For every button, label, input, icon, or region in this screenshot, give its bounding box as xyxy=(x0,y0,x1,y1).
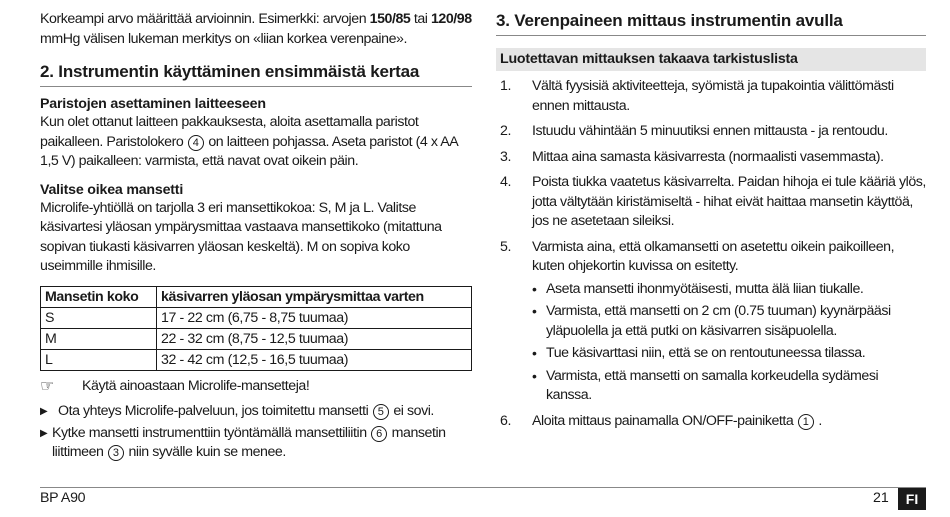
intro-text-mid: tai xyxy=(410,11,431,27)
bullet-item xyxy=(496,344,926,364)
list-item xyxy=(496,148,926,168)
arrow-item xyxy=(40,424,472,463)
arrow-item-text xyxy=(58,402,434,422)
table-header-size: Mansetin koko xyxy=(41,286,157,307)
section-3-title: 3. Verenpaineen mittaus instrumentin avulla xyxy=(496,10,926,36)
table-cell-range: 17 - 22 cm (6,75 - 8,75 tuumaa) xyxy=(157,307,472,328)
bullet-icon: • xyxy=(532,280,537,297)
intro-text-post: mmHg välisen lukeman merkitys on «liian korkea verenpaine». xyxy=(40,30,407,47)
callout-5-icon: 5 xyxy=(373,404,389,420)
list-item-number: 6. xyxy=(500,412,511,429)
section-2-title: 2. Instrumentin käyttäminen ensimmäistä kertaa xyxy=(40,61,472,87)
callout-3-icon: 3 xyxy=(108,445,124,461)
list-item-text: Mittaa aina samasta käsivarresta (normaalisti vasemmasta). xyxy=(532,148,884,165)
bullet-text: Aseta mansetti ihonmyötäisesti, mutta älä liian tiukalle. xyxy=(546,280,864,297)
arrow-item-text-3: niin syvälle kuin se menee. xyxy=(124,444,286,460)
table-cell-size: M xyxy=(41,328,157,349)
table-cell-size: S xyxy=(41,307,157,328)
footer-model: BP A90 xyxy=(40,490,86,506)
arrow-item-text-2: ei sovi. xyxy=(389,403,434,419)
list-item-text-2: . xyxy=(814,412,822,429)
language-badge: FI xyxy=(898,488,926,510)
list-item xyxy=(496,122,926,142)
note-text: Käytä ainoastaan Microlife-mansetteja! xyxy=(82,377,310,394)
battery-text-1: Kun olet ottanut laitteen pakkauksesta, aloita asettamalla paristot paikalleen. Paristolokero xyxy=(40,114,419,150)
list-item-text: Poista tiukka vaatetus käsivarrelta. Paidan hihoja ei tule kääriä ylös, jotta vältytään kiristämiseltä - hihat eivät haittaa mansetin käyttöä, jos ne asetetaan sileiksi. xyxy=(532,174,926,229)
list-item-text: Istuudu vähintään 5 minuutiksi ennen mittausta - ja rentoudu. xyxy=(532,123,888,139)
list-item-text: Varmista aina, että olkamansetti on asetettu oikein paikoilleen, kuten ohjekortin kuvissa on esitetty. xyxy=(532,238,895,274)
table-cell-size: L xyxy=(41,349,157,370)
arrow-item-text xyxy=(52,424,472,463)
table-row xyxy=(41,349,472,370)
triangle-right-icon: ▶ xyxy=(40,406,48,417)
table-header-row xyxy=(41,286,472,307)
list-item xyxy=(496,77,926,116)
bullet-icon: • xyxy=(532,345,537,361)
table-header-range: käsivarren yläosan ympärysmittaa varten xyxy=(157,286,472,307)
bullet-item xyxy=(496,302,926,341)
table-row xyxy=(41,328,472,349)
battery-text-2: on laitteen pohjassa. Aseta paristot (4 x AA 1,5 V) paikalleen: varmista, että navat ovat oikein päin. xyxy=(40,133,458,169)
arrow-item-text-2: mansetin liittimeen xyxy=(51,424,446,460)
list-item xyxy=(496,238,926,277)
cuff-paragraph: Microlife-yhtiöllä on tarjolla 3 eri mansettikokoa: S, M ja L. Valitse käsivartesi yläosan ympärysmittaa vastaava mansettikoko (mitattuna sopivan tiukasti käsivarren yläosan keskeltä). M on sopiva koko useimmille ihmisille. xyxy=(40,199,442,274)
triangle-right-icon: ▶ xyxy=(40,427,48,439)
arrow-item-text-1: Ota yhteys Microlife-palveluun, jos toimitettu mansetti xyxy=(58,403,372,419)
left-column xyxy=(40,0,472,463)
intro-value-2: 120/98 xyxy=(430,11,472,27)
bullet-text: Tue käsivarttasi niin, että se on rentoutuneessa tilassa. xyxy=(546,345,866,361)
bullet-icon: • xyxy=(532,303,537,319)
table-cell-range: 32 - 42 cm (12,5 - 16,5 tuumaa) xyxy=(157,349,472,370)
list-item-text: Vältä fyysisiä aktiviteetteja, syömistä ja tupakointia välittömästi ennen mittausta. xyxy=(532,78,894,114)
arrow-item xyxy=(40,402,472,422)
intro-paragraph xyxy=(40,10,472,49)
list-item xyxy=(496,173,926,232)
callout-1-icon: 1 xyxy=(798,414,814,430)
bullet-text: Varmista, että mansetti on 2 cm (0.75 tuuman) kyynärpääsi yläpuolella ja että putki on käsivarren sisäpuolella. xyxy=(546,303,891,339)
footer-divider xyxy=(40,487,926,488)
bullet-text: Varmista, että mansetti on samalla korkeudella sydämesi kanssa. xyxy=(546,367,879,403)
right-column xyxy=(496,0,926,431)
note xyxy=(40,377,472,397)
list-item-number: 4. xyxy=(500,174,511,190)
arrow-item-text-1: Kytke mansetti instrumenttiin työntämällä mansettiliitin xyxy=(51,424,371,441)
list-item-text xyxy=(532,412,926,432)
table-cell-range: 22 - 32 cm (8,75 - 12,5 tuumaa) xyxy=(157,328,472,349)
callout-6-icon: 6 xyxy=(371,426,387,442)
cuff-heading: Valitse oikea mansetti xyxy=(40,181,184,198)
callout-4-icon: 4 xyxy=(188,135,204,151)
bullet-item xyxy=(496,367,926,406)
table-row xyxy=(41,307,472,328)
bullet-item xyxy=(496,280,926,300)
list-item-number: 1. xyxy=(500,78,511,94)
battery-heading: Paristojen asettaminen laitteeseen xyxy=(40,96,266,112)
pointing-hand-icon: ☞ xyxy=(40,377,54,395)
page-number: 21 xyxy=(873,490,889,506)
intro-text: Korkeampi arvo määrittää arvioinnin. Esimerkki: arvojen xyxy=(40,11,370,27)
list-item-text-1: Aloita mittaus painamalla ON/OFF-painiketta xyxy=(532,412,797,429)
list-item-number: 2. xyxy=(500,123,511,139)
bullet-icon: • xyxy=(532,367,537,384)
checklist-title: Luotettavan mittauksen takaava tarkistuslista xyxy=(496,48,926,71)
battery-paragraph xyxy=(40,113,472,172)
list-item-number: 5. xyxy=(500,238,511,255)
list-item-number: 3. xyxy=(500,148,511,165)
intro-value-1: 150/85 xyxy=(369,11,411,27)
list-item xyxy=(496,412,926,432)
cuff-size-table xyxy=(40,286,472,371)
